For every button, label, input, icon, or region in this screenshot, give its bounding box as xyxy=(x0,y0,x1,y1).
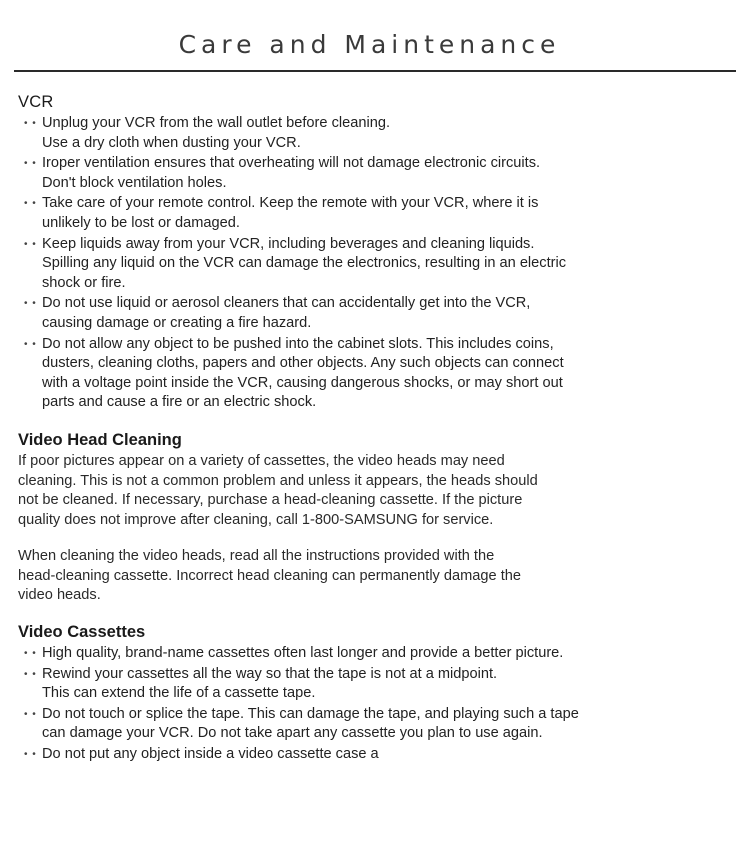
vcr-bullet-list xyxy=(18,114,734,413)
bullet-text: Keep liquids away from your VCR, including beverages and cleaning liquids. Spilling any liquid on the VCR can damage the electronics, resulting in an electric shock or fire. xyxy=(42,235,567,291)
bullet-dots-icon: • • xyxy=(24,708,37,720)
bullet-dots-icon: • • xyxy=(24,338,37,350)
bullet-dots-icon: • • xyxy=(24,118,37,129)
bullet-dots-icon: • • xyxy=(24,158,37,170)
bullet-text: High quality, brand-name cassettes often last longer and provide a better picture. xyxy=(42,645,564,662)
bullet-text: Unplug your VCR from the wall outlet before cleaning. Use a dry cloth when dusting your VCR. xyxy=(42,115,390,151)
list-item xyxy=(18,665,734,704)
bullet-dots-icon: • • xyxy=(24,238,37,250)
section-video-cassettes xyxy=(18,622,734,765)
list-item xyxy=(18,335,734,413)
bullet-text: Do not put any object inside a video cassette case a xyxy=(42,746,379,763)
paragraph-spacer xyxy=(18,530,734,547)
list-item xyxy=(18,705,734,744)
section-heading-video-cassettes: Video Cassettes xyxy=(18,623,146,642)
list-item xyxy=(18,644,734,664)
video-head-cleaning-paragraph-1: If poor pictures appear on a variety of cassettes, the video heads may need cleaning. This is not a common problem and unless it appears, the heads should not be cleaned. If necessary, purchase a head-cleaning cassette. If the picture quality does not improve after cleaning, call 1-800-SAMSUNG for service. xyxy=(18,452,538,528)
bullet-text: Do not use liquid or aerosol cleaners that can accidentally get into the VCR, causing damage or creating a fire hazard. xyxy=(42,295,531,331)
list-item xyxy=(18,235,734,294)
list-item xyxy=(18,294,734,333)
section-video-head-cleaning xyxy=(18,430,734,606)
bullet-text: Iroper ventilation ensures that overheating will not damage electronic circuits. Don't block ventilation holes. xyxy=(42,155,541,191)
page-title: Care and Maintenance xyxy=(178,30,561,59)
bullet-dots-icon: • • xyxy=(24,668,37,680)
list-item xyxy=(18,745,734,765)
list-item xyxy=(18,154,734,193)
section-spacer xyxy=(18,606,734,622)
bullet-text: Take care of your remote control. Keep the remote with your VCR, where it is unlikely to be lost or damaged. xyxy=(42,195,539,231)
title-divider xyxy=(14,70,736,72)
video-cassettes-bullet-list xyxy=(18,644,734,765)
video-head-cleaning-paragraph-2: When cleaning the video heads, read all the instructions provided with the head-cleaning cassette. Incorrect head cleaning can permanently damage the video heads. xyxy=(18,548,521,604)
bullet-dots-icon: • • xyxy=(24,749,37,761)
section-spacer xyxy=(18,414,734,430)
bullet-text: Rewind your cassettes all the way so that the tape is not at a midpoint. This can extend the life of a cassette tape. xyxy=(42,665,498,702)
bullet-text: Do not touch or splice the tape. This can damage the tape, and playing such a tape can damage your VCR. Do not take apart any cassette you plan to use again. xyxy=(42,705,579,742)
bullet-dots-icon: • • xyxy=(24,298,37,310)
section-heading-vcr: VCR xyxy=(18,93,54,111)
bullet-text: Do not allow any object to be pushed into the cabinet slots. This includes coins, dusters, cleaning cloths, papers and other objects. Any such objects can connect with a voltage point inside the VCR, causing dangerous shocks, or may short out parts and cause a fire or an electric shock. xyxy=(42,335,564,411)
page-content xyxy=(18,92,734,766)
bullet-dots-icon: • • xyxy=(24,198,37,210)
section-vcr xyxy=(18,92,734,413)
section-heading-video-head-cleaning: Video Head Cleaning xyxy=(18,430,182,449)
list-item xyxy=(18,194,734,233)
bullet-dots-icon: • • xyxy=(24,648,37,660)
list-item xyxy=(18,114,734,153)
